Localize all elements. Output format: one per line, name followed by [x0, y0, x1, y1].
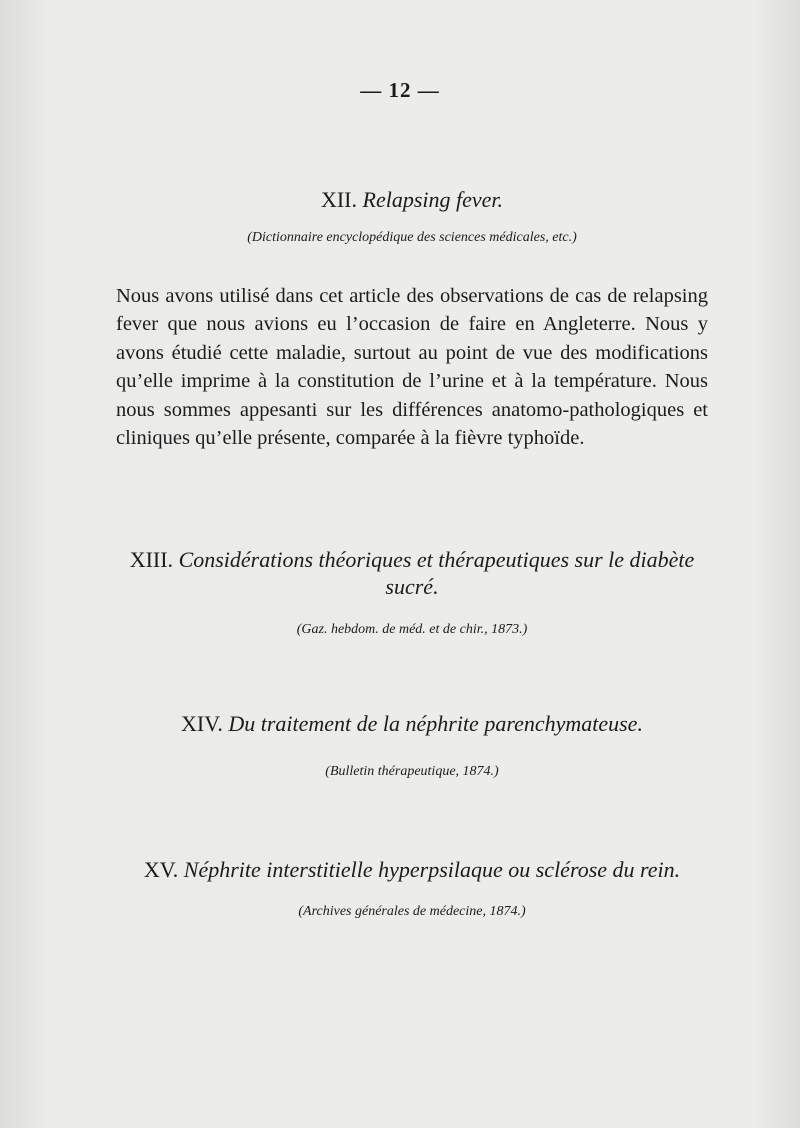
body-paragraph	[116, 282, 708, 452]
section-source-xii: (Dictionnaire encyclopédique des sciences médicales, etc.)	[247, 230, 577, 245]
section-source-xv: (Archives générales de médecine, 1874.)	[298, 904, 526, 919]
section-source-xiv: (Bulletin thérapeutique, 1874.)	[325, 764, 499, 779]
page-number: — 12 —	[360, 78, 440, 102]
section-number: XIII.	[129, 547, 174, 572]
paragraph-text: Nous avons utilisé dans cet article des observations de cas de relapsing fever que nous avions eu l’occasion de faire en Angleterre. Nous y avons étudié cette maladie, surtout au point de vue des modifications qu’elle imprime à la constitution de l’urine et à la température. Nous nous sommes appesanti sur les différences anatomo-pathologiques et cliniques qu’elle présente, comparée à la fièvre typhoïde.	[116, 285, 708, 450]
section-source-xiii: (Gaz. hebdom. de méd. et de chir., 1873.)	[296, 622, 528, 637]
section-heading-xii	[116, 186, 708, 214]
section-number: XIV.	[181, 711, 223, 736]
section-title: Néphrite interstitielle hyperpsilaque ou sclérose du rein.	[183, 857, 681, 882]
section-number: XII.	[320, 187, 357, 212]
section-title: Du traitement de la néphrite parenchymateuse.	[228, 711, 643, 736]
section-heading-xv	[104, 856, 720, 884]
section-title: Relapsing fever.	[362, 187, 504, 212]
section-number: XV.	[143, 857, 179, 882]
section-heading-xiv	[116, 710, 708, 738]
section-title: Considérations théoriques et thérapeutiques sur le diabète sucré.	[178, 547, 695, 599]
section-heading-xiii	[116, 546, 708, 600]
